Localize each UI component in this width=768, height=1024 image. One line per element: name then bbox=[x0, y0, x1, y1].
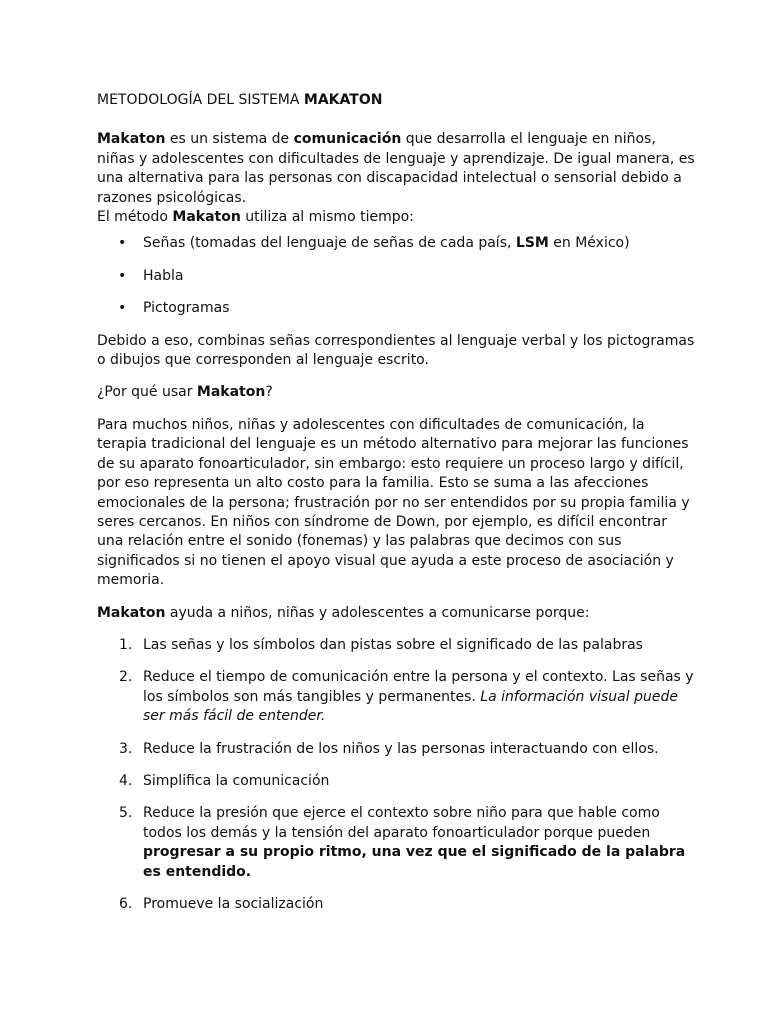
reason-number: 5. bbox=[119, 805, 133, 822]
reason-text: Las señas y los símbolos dan pistas sobre el significado de las palabras bbox=[143, 636, 643, 653]
method-brand: Makaton bbox=[172, 209, 241, 226]
reason-text: Promueve la socialización bbox=[143, 896, 324, 912]
reason-number: 6. bbox=[119, 896, 133, 912]
reason-item bbox=[97, 668, 697, 726]
document-title bbox=[97, 91, 697, 110]
bullet-text-2: en México) bbox=[548, 235, 630, 252]
method-paragraph bbox=[97, 208, 697, 227]
reason-number: 4. bbox=[119, 772, 133, 789]
reason-text: Reduce la presión que ejerce el contexto sobre niño para que hable como todos los demás y la tensión del aparato fonoarticulador porque pueden bbox=[143, 805, 660, 841]
title-brand: MAKATON bbox=[303, 92, 383, 108]
reason-number: 1. bbox=[119, 636, 133, 653]
intro-brand: Makaton bbox=[97, 131, 166, 148]
title-text: METODOLOGÍA DEL SISTEMA bbox=[97, 92, 304, 108]
bullet-text: Habla bbox=[143, 267, 184, 284]
reason-item bbox=[97, 804, 697, 882]
why-heading bbox=[97, 383, 697, 402]
reasons-list bbox=[97, 636, 697, 914]
bullet-item-signs bbox=[97, 234, 697, 253]
reason-text: Reduce la frustración de los niños y las personas interactuando con ellos. bbox=[143, 740, 659, 757]
document-page bbox=[97, 91, 697, 927]
intro-keyword: comunicación bbox=[293, 131, 402, 148]
bullet-item-pictograms bbox=[97, 299, 697, 318]
reason-text: Reduce el tiempo de comunicación entre la persona y el contexto. Las señas y los símbolos son más tangibles y permanentes. bbox=[143, 669, 694, 705]
bullet-marker: • bbox=[118, 235, 127, 252]
helps-paragraph bbox=[97, 604, 697, 623]
bullet-item-speech bbox=[97, 267, 697, 286]
reason-text-bold: progresar a su propio ritmo, una vez que el significado de la palabra es entendido. bbox=[143, 844, 686, 880]
reason-text-italic: La información visual puede ser más fácil de entender. bbox=[143, 688, 678, 725]
reason-number: 3. bbox=[119, 740, 133, 757]
bullet-text: Pictogramas bbox=[143, 300, 230, 317]
combine-paragraph: Debido a eso, combinas señas correspondientes al lenguaje verbal y los pictogramas o dibujos que corresponden al lenguaje escrito. bbox=[97, 332, 695, 369]
reason-number: 2. bbox=[119, 669, 133, 686]
why-text-2: ? bbox=[265, 384, 273, 401]
bullet-text-1: Señas (tomadas del lenguaje de señas de cada país, bbox=[143, 235, 516, 252]
bullet-marker: • bbox=[118, 300, 127, 317]
intro-text-1: es un sistema de bbox=[165, 131, 294, 148]
therapy-paragraph: Para muchos niños, niñas y adolescentes con dificultades de comunicación, la terapia tradicional del lenguaje es un método alternativo para mejorar las funciones de su aparato fonoarticulador, sin embargo: esto requiere un proceso largo y difícil, por eso representa un alto costo para la familia. Esto se suma a las afecciones emocionales de la persona; frustración por no ser entendidos por su propia familia y seres cercanos. En niños con síndrome de Down, por ejemplo, es difícil encontrar una relación entre el sonido (fonemas) y las palabras que decimos con sus significados si no tienen el apoyo visual que ayuda a este proceso de asociación y memoria. bbox=[97, 416, 690, 589]
reason-item bbox=[97, 772, 697, 791]
reason-item bbox=[97, 740, 697, 759]
method-bullet-list bbox=[97, 234, 697, 318]
reason-item bbox=[97, 636, 697, 655]
method-text-1: El método bbox=[97, 209, 173, 226]
why-brand: Makaton bbox=[196, 384, 266, 401]
reason-item bbox=[97, 895, 697, 914]
bullet-marker: • bbox=[118, 267, 127, 284]
intro-text-2: que desarrolla el lenguaje en niños, niñas y adolescentes con dificultades de lenguaje y aprendizaje. De igual manera, es una alternativa para las personas con discapacidad intelectual o sensorial debido a razones psicológicas. bbox=[97, 131, 695, 206]
method-text-2: utiliza al mismo tiempo: bbox=[240, 209, 414, 226]
why-text-1: ¿Por qué usar bbox=[97, 384, 197, 401]
helps-text: ayuda a niños, niñas y adolescentes a comunicarse porque: bbox=[165, 604, 590, 621]
intro-paragraph bbox=[97, 130, 697, 208]
helps-brand: Makaton bbox=[97, 604, 166, 621]
bullet-keyword-lsm: LSM bbox=[515, 235, 549, 252]
reason-text: Simplifica la comunicación bbox=[143, 772, 330, 789]
